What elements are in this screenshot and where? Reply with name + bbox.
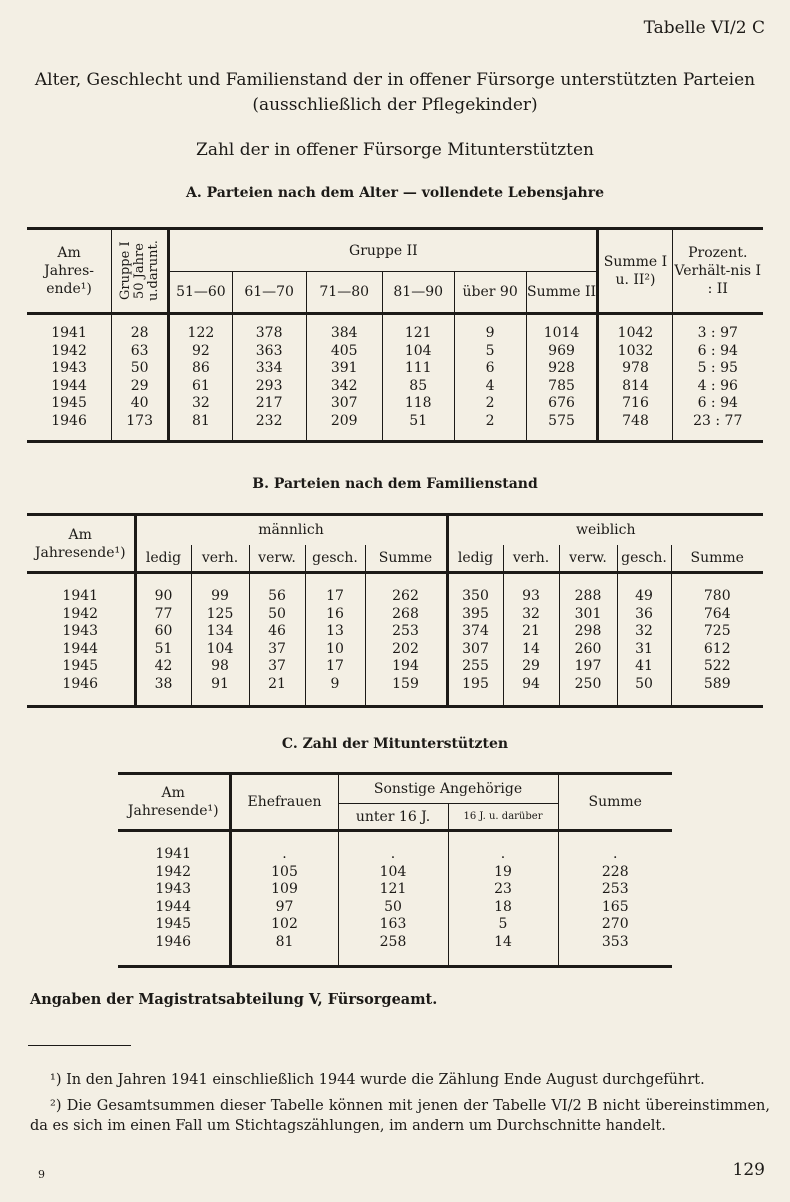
table-row bbox=[27, 658, 763, 676]
col-sum2-header: Summe II bbox=[526, 272, 598, 314]
table-cell: 40 bbox=[112, 395, 169, 413]
col-wives-header: Ehefrauen bbox=[230, 774, 338, 831]
row-year-cell: 1941 bbox=[118, 831, 230, 864]
table-cell: 61 bbox=[169, 378, 232, 396]
source-note: Angaben der Magistratsabteilung V, Fürsorgeamt. bbox=[30, 991, 438, 1008]
table-cell: 978 bbox=[598, 360, 672, 378]
table-cell: 5 bbox=[448, 916, 558, 934]
table-cell: . bbox=[613, 846, 618, 862]
printer-signature: 9 bbox=[38, 1168, 45, 1181]
row-year-cell: 1944 bbox=[27, 641, 135, 659]
table-cell: 350 bbox=[447, 573, 503, 606]
table-row bbox=[27, 573, 763, 606]
table-cell: 378 bbox=[232, 314, 306, 343]
row-year-cell: 1944 bbox=[118, 899, 230, 917]
table-cell: 268 bbox=[365, 606, 447, 624]
sub-col-header: ledig bbox=[135, 545, 191, 573]
age-col-header: 71—80 bbox=[306, 272, 382, 314]
col-group1-header: Gruppe I 50 Jahre u.darunt. bbox=[112, 229, 169, 314]
table-cell: 9 bbox=[454, 314, 526, 343]
table-cell: 6 : 94 bbox=[697, 395, 738, 411]
table-cell: 97 bbox=[230, 899, 338, 917]
table-cell: 99 bbox=[191, 573, 249, 606]
table-cell: 90 bbox=[135, 573, 191, 606]
row-year-cell: 1946 bbox=[118, 934, 230, 967]
table-cell: 5 bbox=[454, 343, 526, 361]
sub-col-header: Summe bbox=[365, 545, 447, 573]
table-cell: 255 bbox=[447, 658, 503, 676]
table-row bbox=[27, 378, 763, 396]
table-cell: 928 bbox=[526, 360, 598, 378]
table-cell: 92 bbox=[169, 343, 232, 361]
table-row bbox=[27, 623, 763, 641]
table-reference: Tabelle VI/2 C bbox=[643, 18, 765, 38]
table-row bbox=[27, 395, 763, 413]
table-cell: 5 : 95 bbox=[697, 360, 738, 376]
table-cell: 4 : 96 bbox=[697, 377, 738, 394]
row-year-cell: 1942 bbox=[118, 864, 230, 882]
table-b bbox=[27, 513, 763, 708]
table-cell: 391 bbox=[306, 360, 382, 378]
table-cell: 814 bbox=[598, 378, 672, 396]
table-cell: 23 : 77 bbox=[693, 412, 743, 429]
row-year-cell: 1943 bbox=[118, 881, 230, 899]
table-cell: 384 bbox=[306, 314, 382, 343]
row-year-cell: 1941 bbox=[27, 314, 112, 343]
table-c-title: C. Zahl der Mitunterstützten bbox=[281, 736, 509, 752]
table-cell: 342 bbox=[306, 378, 382, 396]
table-cell: 23 bbox=[448, 881, 558, 899]
table-cell: 121 bbox=[338, 881, 448, 899]
table-cell: 41 bbox=[617, 658, 671, 676]
age-col-header: 61—70 bbox=[232, 272, 306, 314]
table-cell: 50 bbox=[338, 899, 448, 917]
table-cell: 60 bbox=[135, 623, 191, 641]
table-row bbox=[27, 343, 763, 361]
table-cell: 159 bbox=[365, 676, 447, 707]
table-row bbox=[118, 899, 672, 917]
table-cell: 10 bbox=[305, 641, 365, 659]
row-year-cell: 1946 bbox=[27, 676, 135, 707]
table-cell: 14 bbox=[448, 934, 558, 967]
table-cell: 232 bbox=[232, 413, 306, 442]
table-cell: 2 bbox=[454, 395, 526, 413]
table-cell: 51 bbox=[382, 413, 454, 442]
col-year-header: Am Jahres-ende¹) bbox=[27, 229, 112, 314]
table-cell: 104 bbox=[338, 864, 448, 882]
sub-col-header: verw. bbox=[249, 545, 305, 573]
table-cell: 195 bbox=[447, 676, 503, 707]
table-cell: 353 bbox=[601, 933, 629, 950]
table-row bbox=[118, 831, 672, 864]
table-cell: 18 bbox=[448, 899, 558, 917]
table-row bbox=[27, 314, 763, 343]
table-c bbox=[118, 772, 672, 968]
sub-col-header: verw. bbox=[559, 545, 617, 573]
table-row bbox=[118, 916, 672, 934]
table-cell: 1014 bbox=[526, 314, 598, 343]
table-cell: 575 bbox=[526, 413, 598, 442]
table-cell: . bbox=[448, 831, 558, 864]
table-cell: 6 : 94 bbox=[697, 342, 738, 359]
table-cell: 31 bbox=[617, 641, 671, 659]
group2-header: Gruppe II bbox=[169, 229, 598, 272]
table-cell: 262 bbox=[365, 573, 447, 606]
page-subtitle: Zahl der in offener Fürsorge Mitunterstützten bbox=[196, 140, 594, 160]
sub-col-header: verh. bbox=[503, 545, 559, 573]
table-cell: 134 bbox=[191, 623, 249, 641]
table-cell: 969 bbox=[526, 343, 598, 361]
col-over16-header: 16 J. u. darüber bbox=[448, 804, 558, 831]
table-cell: 91 bbox=[191, 676, 249, 707]
row-year-cell: 1945 bbox=[27, 395, 112, 413]
row-year-cell: 1942 bbox=[27, 343, 112, 361]
table-cell: 29 bbox=[112, 378, 169, 396]
row-year-cell: 1945 bbox=[27, 658, 135, 676]
table-a-title: A. Parteien nach dem Alter — vollendete Lebensjahre bbox=[186, 185, 604, 201]
table-cell: 93 bbox=[503, 573, 559, 606]
age-col-header: 51—60 bbox=[169, 272, 232, 314]
col-ratio-header: Prozent. Verhält-nis I : II bbox=[672, 229, 763, 314]
table-cell: 293 bbox=[232, 378, 306, 396]
table-cell: 37 bbox=[249, 641, 305, 659]
table-cell: 77 bbox=[135, 606, 191, 624]
table-cell: 374 bbox=[447, 623, 503, 641]
table-row bbox=[27, 606, 763, 624]
table-cell: 38 bbox=[135, 676, 191, 707]
table-cell: 253 bbox=[365, 623, 447, 641]
table-cell: 118 bbox=[382, 395, 454, 413]
col-year-header: Am Jahresende¹) bbox=[27, 515, 135, 573]
table-cell: 4 bbox=[454, 378, 526, 396]
col-total-header: Summe I u. II²) bbox=[598, 229, 672, 314]
col-under16-header: unter 16 J. bbox=[338, 804, 448, 831]
table-cell: 125 bbox=[191, 606, 249, 624]
table-cell: 9 bbox=[305, 676, 365, 707]
table-row bbox=[118, 864, 672, 882]
table-a bbox=[27, 227, 763, 443]
table-cell: 16 bbox=[305, 606, 365, 624]
table-cell: 748 bbox=[598, 413, 672, 442]
row-year-cell: 1945 bbox=[118, 916, 230, 934]
sub-col-header: gesch. bbox=[617, 545, 671, 573]
col-year-header: Am Jahresende¹) bbox=[118, 774, 230, 831]
table-cell: 363 bbox=[232, 343, 306, 361]
page-number: 129 bbox=[732, 1160, 765, 1180]
table-cell: 32 bbox=[503, 606, 559, 624]
table-cell: 46 bbox=[249, 623, 305, 641]
table-cell: 334 bbox=[232, 360, 306, 378]
table-cell: 19 bbox=[448, 864, 558, 882]
table-cell: 209 bbox=[306, 413, 382, 442]
table-cell: 260 bbox=[559, 641, 617, 659]
male-header: männlich bbox=[135, 515, 447, 545]
table-cell: 173 bbox=[112, 413, 169, 442]
table-cell: 29 bbox=[503, 658, 559, 676]
table-cell: 676 bbox=[526, 395, 598, 413]
table-cell: 81 bbox=[230, 934, 338, 967]
table-cell: 612 bbox=[703, 640, 731, 657]
table-cell: 307 bbox=[306, 395, 382, 413]
table-row bbox=[27, 360, 763, 378]
sub-col-header: ledig bbox=[447, 545, 503, 573]
table-cell: . bbox=[338, 831, 448, 864]
table-cell: 56 bbox=[249, 573, 305, 606]
table-cell: . bbox=[230, 831, 338, 864]
table-cell: 217 bbox=[232, 395, 306, 413]
row-year-cell: 1946 bbox=[27, 413, 112, 442]
table-cell: 81 bbox=[169, 413, 232, 442]
row-year-cell: 1943 bbox=[27, 360, 112, 378]
table-cell: 197 bbox=[559, 658, 617, 676]
table-row bbox=[118, 881, 672, 899]
table-cell: 104 bbox=[191, 641, 249, 659]
table-cell: 21 bbox=[503, 623, 559, 641]
table-cell: 270 bbox=[601, 916, 629, 932]
table-cell: 21 bbox=[249, 676, 305, 707]
sub-col-header: verh. bbox=[191, 545, 249, 573]
table-cell: 28 bbox=[112, 314, 169, 343]
table-cell: 780 bbox=[703, 588, 731, 604]
page-title-line2: (ausschließlich der Pflegekinder) bbox=[252, 95, 538, 115]
table-cell: 36 bbox=[617, 606, 671, 624]
table-cell: 298 bbox=[559, 623, 617, 641]
table-cell: 1042 bbox=[598, 314, 672, 343]
table-cell: 725 bbox=[703, 623, 731, 639]
table-cell: 716 bbox=[598, 395, 672, 413]
table-cell: 1032 bbox=[598, 343, 672, 361]
table-cell: 228 bbox=[601, 863, 629, 880]
table-cell: 764 bbox=[703, 605, 731, 622]
sub-col-header: gesch. bbox=[305, 545, 365, 573]
table-cell: 111 bbox=[382, 360, 454, 378]
table-b-title: B. Parteien nach dem Familienstand bbox=[252, 476, 538, 492]
age-col-header: 81—90 bbox=[382, 272, 454, 314]
col-sum-header: Summe bbox=[558, 774, 672, 831]
table-cell: 121 bbox=[382, 314, 454, 343]
row-year-cell: 1944 bbox=[27, 378, 112, 396]
table-cell: 51 bbox=[135, 641, 191, 659]
table-cell: 589 bbox=[703, 675, 731, 692]
table-cell: 395 bbox=[447, 606, 503, 624]
col-other-header: Sonstige Angehörige bbox=[338, 774, 558, 804]
table-row bbox=[27, 413, 763, 442]
table-cell: 3 : 97 bbox=[697, 325, 738, 341]
table-cell: 85 bbox=[382, 378, 454, 396]
table-cell: 785 bbox=[526, 378, 598, 396]
footnote-2: ²) Die Gesamtsummen dieser Tabelle können mit jenen der Tabelle VI/2 B nicht übereinstimmen, da es sich im einen Fall um Stichtagszählungen, im andern um Durchschnitte handelt. bbox=[30, 1098, 770, 1134]
table-cell: 86 bbox=[169, 360, 232, 378]
table-cell: 17 bbox=[305, 573, 365, 606]
table-cell: 194 bbox=[365, 658, 447, 676]
table-cell: 6 bbox=[454, 360, 526, 378]
table-cell: 165 bbox=[601, 898, 629, 915]
table-cell: 288 bbox=[559, 573, 617, 606]
table-cell: 50 bbox=[249, 606, 305, 624]
female-header: weiblich bbox=[575, 522, 636, 539]
table-cell: 253 bbox=[601, 881, 629, 897]
table-cell: 250 bbox=[559, 676, 617, 707]
footnote-divider bbox=[28, 1045, 131, 1046]
row-year-cell: 1942 bbox=[27, 606, 135, 624]
table-cell: 98 bbox=[191, 658, 249, 676]
table-cell: 17 bbox=[305, 658, 365, 676]
table-cell: 32 bbox=[169, 395, 232, 413]
table-cell: 37 bbox=[249, 658, 305, 676]
table-cell: 163 bbox=[338, 916, 448, 934]
table-cell: 307 bbox=[447, 641, 503, 659]
table-row bbox=[27, 676, 763, 707]
table-cell: 14 bbox=[503, 641, 559, 659]
table-cell: 50 bbox=[617, 676, 671, 707]
footnote-1: ¹) In den Jahren 1941 einschließlich 1944 wurde die Zählung Ende August durchgeführt. bbox=[50, 1072, 705, 1088]
sub-col-header: Summe bbox=[671, 545, 763, 573]
table-row bbox=[27, 641, 763, 659]
page-title: Alter, Geschlecht und Familienstand der in offener Fürsorge unterstützten Parteien bbox=[34, 70, 756, 90]
table-cell: 405 bbox=[306, 343, 382, 361]
table-cell: 94 bbox=[503, 676, 559, 707]
table-cell: 2 bbox=[454, 413, 526, 442]
table-row bbox=[118, 934, 672, 967]
table-cell: 105 bbox=[230, 864, 338, 882]
table-cell: 109 bbox=[230, 881, 338, 899]
table-cell: 50 bbox=[112, 360, 169, 378]
table-cell: 32 bbox=[617, 623, 671, 641]
table-cell: 258 bbox=[338, 934, 448, 967]
table-cell: 42 bbox=[135, 658, 191, 676]
row-year-cell: 1943 bbox=[27, 623, 135, 641]
row-year-cell: 1941 bbox=[27, 573, 135, 606]
table-cell: 122 bbox=[169, 314, 232, 343]
table-cell: 202 bbox=[365, 641, 447, 659]
age-col-header: über 90 bbox=[454, 272, 526, 314]
table-cell: 49 bbox=[617, 573, 671, 606]
table-cell: 13 bbox=[305, 623, 365, 641]
table-cell: 301 bbox=[559, 606, 617, 624]
table-cell: 63 bbox=[112, 343, 169, 361]
table-cell: 522 bbox=[703, 658, 731, 674]
table-cell: 104 bbox=[382, 343, 454, 361]
table-cell: 102 bbox=[230, 916, 338, 934]
